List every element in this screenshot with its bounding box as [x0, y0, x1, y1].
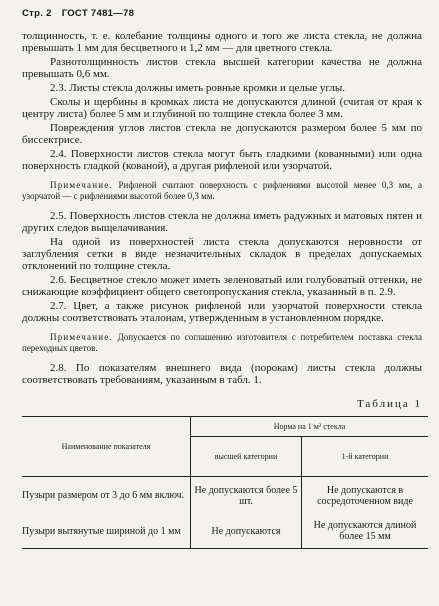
paragraph: 2.8. По показателям внешнего вида (порокам) листы стекла должны соответствовать требованиям, указанным в табл. 1.	[22, 362, 422, 386]
paragraph: толщинность, т. е. колебание толщины одного и того же листа стекла, не должна превышать 1 мм для бесцветного и 1,2 мм — для цветного стекла.	[22, 30, 422, 54]
paragraph: 2.7. Цвет, а также рисунок рифленой или узорчатой поверхности стекла должны соответствовать эталонам, утвержденным в установленном порядке.	[22, 300, 422, 324]
table-cell: Пузыри размером от 3 до 6 мм включ.	[22, 490, 185, 502]
column-header-name: Наименование показателя	[22, 417, 191, 477]
table-cell: Не допускаются в сосредоточенном виде	[302, 477, 429, 515]
note-text: Допускается по соглашению изготовителя с потребителем поставка стекла переходных цветов.	[22, 332, 422, 353]
table-cell: Не допускаются более 5 шт.	[191, 477, 302, 515]
paragraph: Разнотолщинность листов стекла высшей категории качества не должна превышать 0,6 мм.	[22, 56, 422, 80]
page-number: Стр. 2	[22, 8, 52, 19]
paragraph: 2.3. Листы стекла должны иметь ровные кромки и целые углы.	[50, 82, 346, 94]
table-cell: Не допускаются длиной более 15 мм	[302, 515, 429, 549]
defects-table	[22, 416, 428, 549]
paragraph: На одной из поверхностей листа стекла допускаются неровности от заглубления сетки в виде незначительных складок в пределах допускаемых отклонений по толщине стекла.	[22, 236, 422, 272]
table-row	[22, 515, 428, 549]
note	[22, 180, 422, 202]
standard-number: ГОСТ 7481—78	[61, 8, 135, 19]
column-header-first: 1-й категории	[302, 437, 429, 477]
paragraph: Сколы и щербины в кромках листа не допускаются длиной (считая от края к центру листа) более 5 мм и глубиной по толщине стекла более 3 мм.	[22, 96, 422, 120]
table-row	[22, 477, 428, 515]
table-header-row	[22, 417, 428, 437]
paragraph: 2.6. Бесцветное стекло может иметь зеленоватый или голубоватый оттенки, не снижающие коэффициент общего светопропускания стекла, указанный в п. 2.9.	[22, 274, 422, 298]
paragraph: 2.5. Поверхность листов стекла не должна иметь радужных и матовых пятен и других следов выщелачивания.	[22, 210, 422, 234]
note-label: Примечание.	[50, 332, 113, 342]
note	[22, 332, 422, 354]
note-text: Рифленой считают поверхность с рифлениями высотой менее 0,3 мм, а узорчатой — с рифлениями высотой более 0,3 мм.	[22, 180, 423, 201]
column-header-high: высшей категории	[191, 437, 302, 477]
page-header	[22, 8, 134, 19]
table-cell: Пузыри вытянутые шириной до 1 мм	[22, 525, 181, 537]
note-label: Примечание.	[50, 180, 113, 190]
paragraph: 2.4. Поверхности листов стекла могут быть гладкими (кованными) или одна поверхность гладкой (кованой), а другая рифленой или узорчатой.	[22, 148, 422, 172]
table-cell: Не допускаются	[191, 515, 302, 549]
document-body	[22, 30, 422, 549]
table-title: Таблица 1	[356, 398, 422, 410]
paragraph: Повреждения углов листов стекла не допускаются размером более 5 мм по биссектрисе.	[22, 122, 422, 146]
group-header-norm: Норма на 1 м² стекла	[191, 417, 429, 437]
